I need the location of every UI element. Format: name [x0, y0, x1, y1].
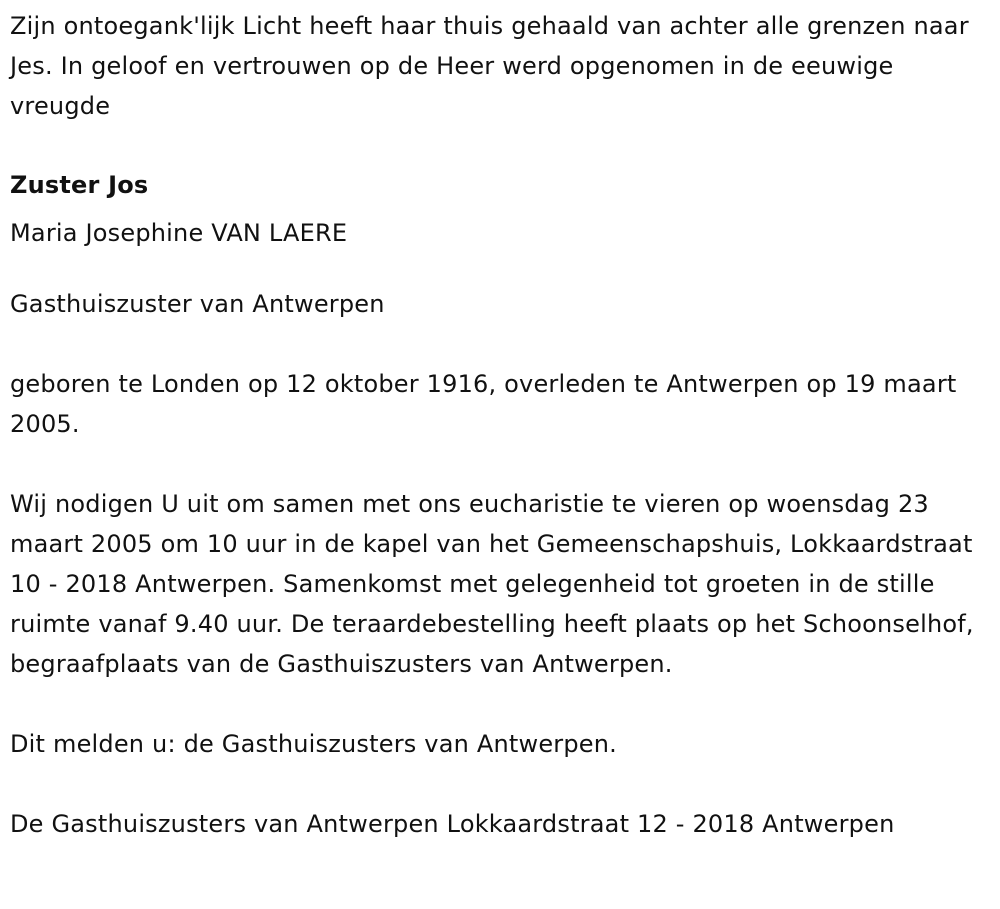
death-notice: [10, 6, 995, 844]
congregation: Gasthuiszuster van Antwerpen: [10, 290, 385, 318]
life-dates: geboren te Londen op 12 oktober 1916, overleden te Antwerpen op 19 maart 2005.: [10, 370, 957, 438]
invitation-text: Wij nodigen U uit om samen met ons eucharistie te vieren op woensdag 23 maart 2005 om 10 uur in de kapel van het Gemeenschapshuis, Lokkaardstraat 10 - 2018 Antwerpen. Samenkomst met gelegenheid tot groeten in de stille ruimte vanaf 9.40 uur. De teraardebestelling heeft plaats op het Schoonselhof, begraafplaats van de Gasthuiszusters van Antwerpen.: [10, 490, 974, 678]
full-name: Maria Josephine VAN LAERE: [10, 219, 348, 247]
spacer: [10, 262, 995, 284]
spacer: [10, 684, 995, 724]
intro-text: Zijn ontoegank'lijk Licht heeft haar thuis gehaald van achter alle grenzen naar Jes. In geloof en vertrouwen op de Heer werd opgenomen in de eeuwige vreugde: [10, 12, 969, 120]
spacer: [10, 324, 995, 364]
spacer: [10, 764, 995, 804]
announcement: Dit melden u: de Gasthuiszusters van Antwerpen.: [10, 730, 617, 758]
spacer: [10, 444, 995, 484]
address: De Gasthuiszusters van Antwerpen Lokkaardstraat 12 - 2018 Antwerpen: [10, 810, 895, 838]
spacer: [10, 126, 995, 166]
religious-name: Zuster Jos: [10, 171, 149, 199]
